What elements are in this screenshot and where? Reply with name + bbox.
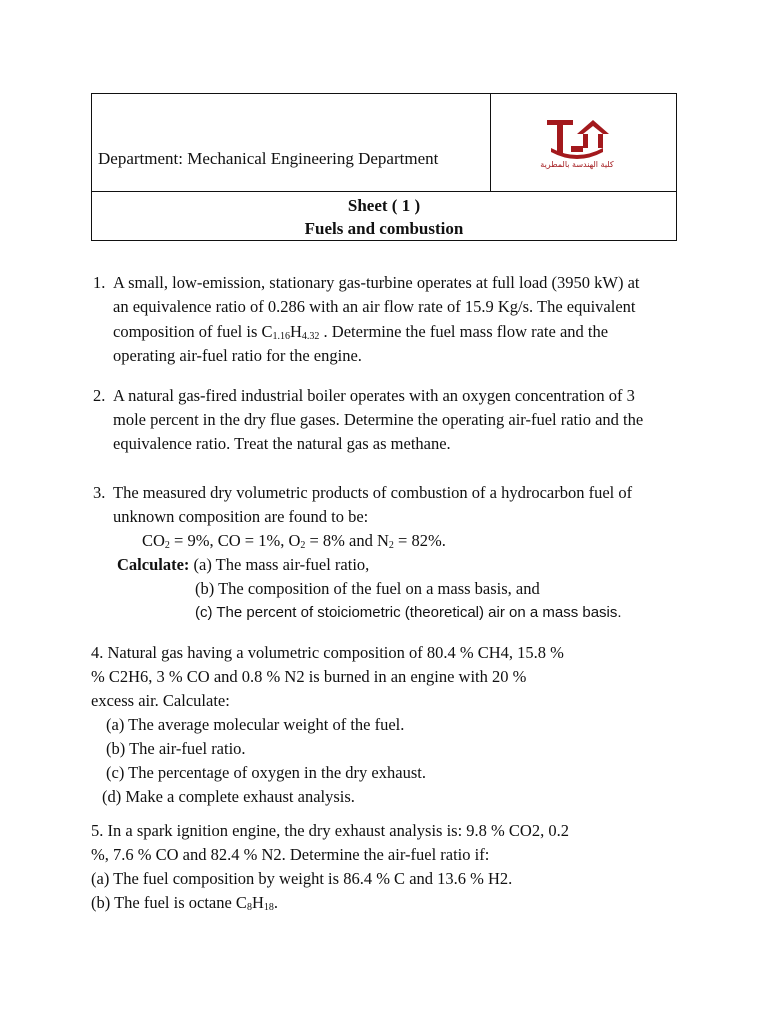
header-top-row (92, 94, 676, 192)
q5-line: %, 7.6 % CO and 82.4 % N2. Determine the air-fuel ratio if: (91, 845, 490, 864)
header-table (91, 93, 677, 241)
q3-part-b: (b) The composition of the fuel on a mass basis, and (195, 579, 540, 598)
q4-part-c: (c) The percentage of oxygen in the dry exhaust. (106, 763, 426, 782)
q3-line: The measured dry volumetric products of combustion of a hydrocarbon fuel of (113, 483, 633, 502)
q2-line: equivalence ratio. Treat the natural gas as methane. (113, 434, 451, 453)
sheet-title: Sheet ( 1 ) (347, 196, 421, 215)
department-cell (92, 94, 491, 191)
q4-line: % C2H6, 3 % CO and 0.8 % N2 is burned in an engine with 20 % (91, 667, 527, 686)
q2-line: mole percent in the dry flue gases. Determine the operating air-fuel ratio and the (113, 410, 644, 429)
sheet-topic: Fuels and combustion (304, 219, 464, 238)
title-row (92, 192, 676, 240)
q3-number: 3. (93, 483, 106, 502)
q4-part-b: (b) The air-fuel ratio. (106, 739, 246, 758)
q5-line: 5. In a spark ignition engine, the dry exhaust analysis is: 9.8 % CO2, 0.2 (91, 821, 569, 840)
q4-line: 4. Natural gas having a volumetric composition of 80.4 % CH4, 15.8 % (91, 643, 564, 662)
q4-part-d: (d) Make a complete exhaust analysis. (102, 787, 355, 806)
q4-part-a: (a) The average molecular weight of the fuel. (106, 715, 405, 734)
q2-line: A natural gas-fired industrial boiler operates with an oxygen concentration of 3 (113, 386, 635, 405)
svg-text:كلية الهندسة بالمطرية: كلية الهندسة بالمطرية (540, 160, 614, 169)
q3-products-line: $CO_2 = 9\%$, CO = 1%, $O_2 = 8\%$ and $N_2 = 82\%$. (142, 531, 446, 551)
department-label: Department: Mechanical Engineering Department (98, 149, 439, 168)
logo-cell (491, 94, 676, 191)
q3-calc-line: Calculate: (a) The mass air-fuel ratio, (117, 555, 370, 574)
q2-number: 2. (93, 386, 106, 405)
q1-number: 1. (93, 273, 106, 292)
calculate-label: Calculate: (117, 555, 190, 574)
q1-formula-line: composition of fuel is $C_{1.16}H_{4.32}$ . Determine the fuel mass flow rate and the (113, 322, 609, 342)
q3-line: unknown composition are found to be: (113, 507, 369, 526)
q1-line: an equivalence ratio of 0.286 with an air flow rate of 15.9 Kg/s. The equivalent (113, 297, 636, 316)
faculty-logo (527, 112, 627, 172)
q5-part-b: (b) The fuel is octane $C_8H_{18}$. (91, 893, 278, 913)
q1-line: A small, low-emission, stationary gas-turbine operates at full load (3950 kW) at (113, 273, 640, 292)
q3-part-c: (c) The percent of stoiciometric (theoretical) air on a mass basis. (195, 604, 622, 621)
q1-line: operating air-fuel ratio for the engine. (113, 346, 362, 365)
q5-part-a: (a) The fuel composition by weight is 86.4 % C and 13.6 % H2. (91, 869, 513, 888)
q4-line: excess air. Calculate: (91, 691, 230, 710)
